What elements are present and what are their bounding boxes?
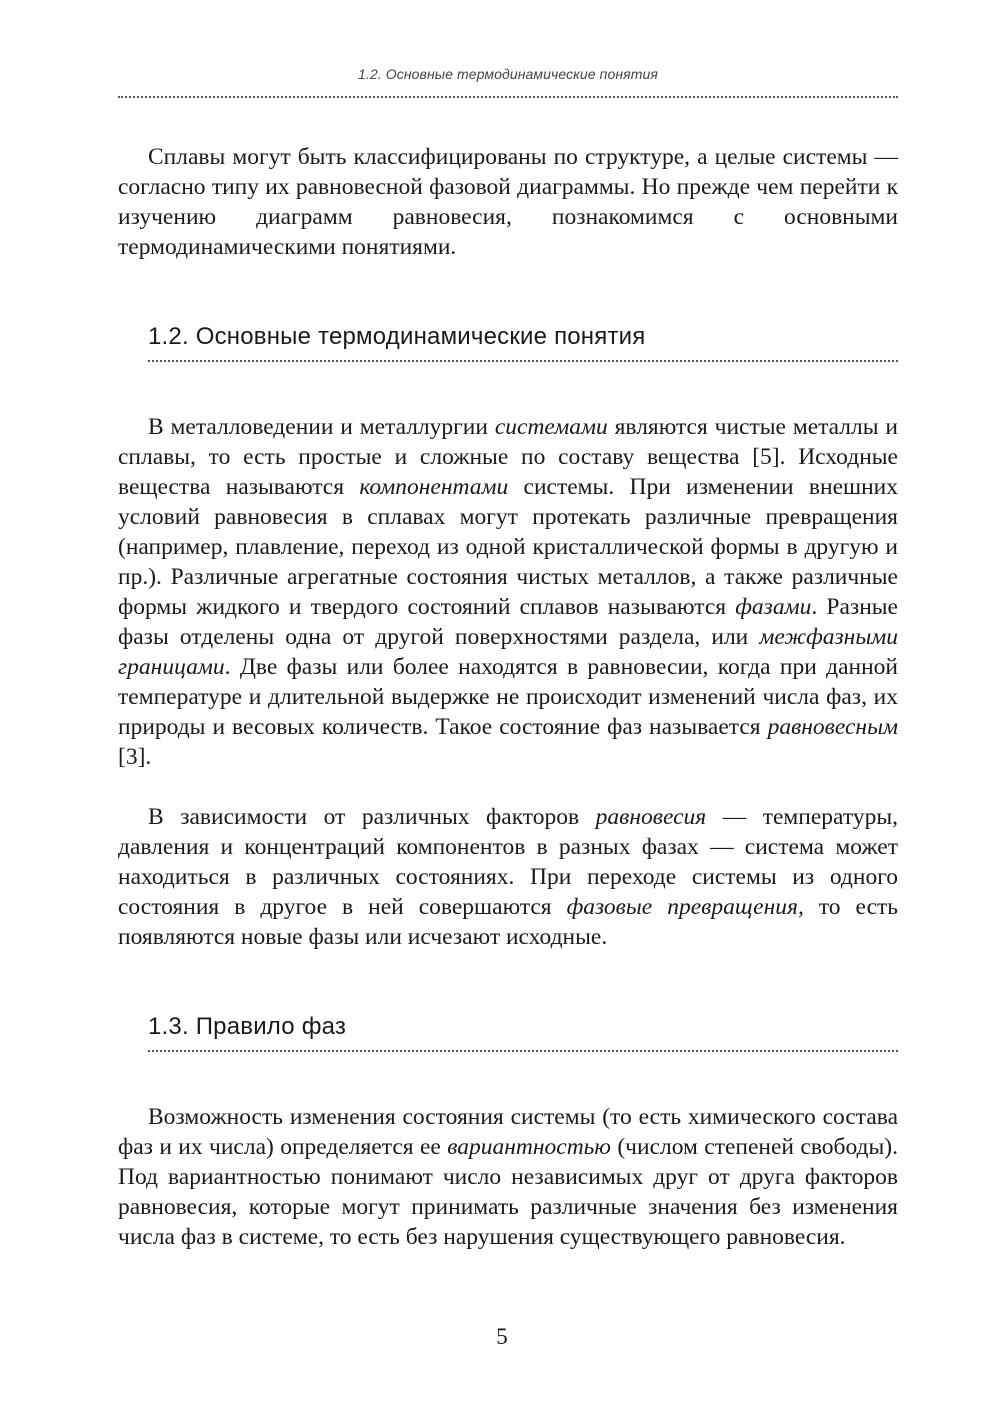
term-systems: системами xyxy=(494,414,608,440)
term-interphase-boundaries: межфазными границами xyxy=(118,624,898,680)
term-equilibrium-state: равновесным xyxy=(767,714,898,740)
section-divider-1-3 xyxy=(148,1050,898,1052)
section-heading-1-3: 1.3. Правило фаз xyxy=(148,1013,347,1040)
text-run: системы. При изменении внешних условий равновесия в сплавах могут протекать различные превращения (например, плавление, переход из одной кристаллической формы в другую и пр.). Различные агрегатные состояния чистых металлов, а также различные формы жидкого и твердого состояний сплавов называются xyxy=(118,474,898,620)
text-run: (числом степеней свободы). Под вариантностью понимают число независимых друг от друга факторов равновесия, которые могут принимать различные значения без изменения числа фаз в системе, то есть без нарушения существующего равновесия. xyxy=(118,1134,898,1250)
text-run: . Разные фазы отделены одна от другой поверхностями раздела, или xyxy=(118,594,898,650)
text-run: В зависимости от различных факторов xyxy=(148,804,596,830)
text-run: [3]. xyxy=(118,744,152,770)
intro-paragraph: Сплавы могут быть классифицированы по структуре, а целые системы — согласно типу их равновесной фазовой диаграммы. Но прежде чем перейти к изучению диаграмм равновесия, познакомимся с основными термодинамическими понятиями. xyxy=(118,144,898,260)
section-divider-1-2 xyxy=(148,360,898,362)
section-1-2-paragraph-2 xyxy=(118,802,898,952)
text-run: — температуры, давления и концентраций компонентов в разных фазах — система может находиться в различных состояниях. При переходе системы из одного состояния в другое в ней совершаются xyxy=(118,804,899,920)
running-header: 1.2. Основные термодинамические понятия xyxy=(358,66,658,82)
text-run: В металловедении и металлургии xyxy=(148,414,495,440)
term-equilibrium: равновесия xyxy=(595,804,707,830)
text-run: . Две фазы или более находятся в равновесии, когда при данной температуре и длительной выдержке не происходит изменений числа фаз, их природы и весовых количеств. Такое состояние фаз называется xyxy=(118,654,898,740)
header-divider xyxy=(118,96,898,98)
text-run: то есть появляются новые фазы или исчезают исходные. xyxy=(118,894,898,950)
section-heading-1-2: 1.2. Основные термодинамические понятия xyxy=(148,323,646,350)
term-components: компонентами xyxy=(359,474,509,500)
term-phase-transformations: фазовые превращения, xyxy=(566,894,804,920)
section-1-2-paragraph-1 xyxy=(118,412,898,772)
text-run: являются чистые металлы и сплавы, то есть простые и сложные по составу вещества [5]. Исходные вещества называются xyxy=(118,414,898,500)
page-number: 5 xyxy=(496,1324,508,1349)
term-variance: вариантностью xyxy=(447,1134,611,1160)
term-phases: фазами xyxy=(735,594,812,620)
section-1-3-paragraph-1 xyxy=(118,1102,898,1252)
text-run: Возможность изменения состояния системы (то есть химического состава фаз и их числа) определяется ее xyxy=(118,1104,898,1160)
